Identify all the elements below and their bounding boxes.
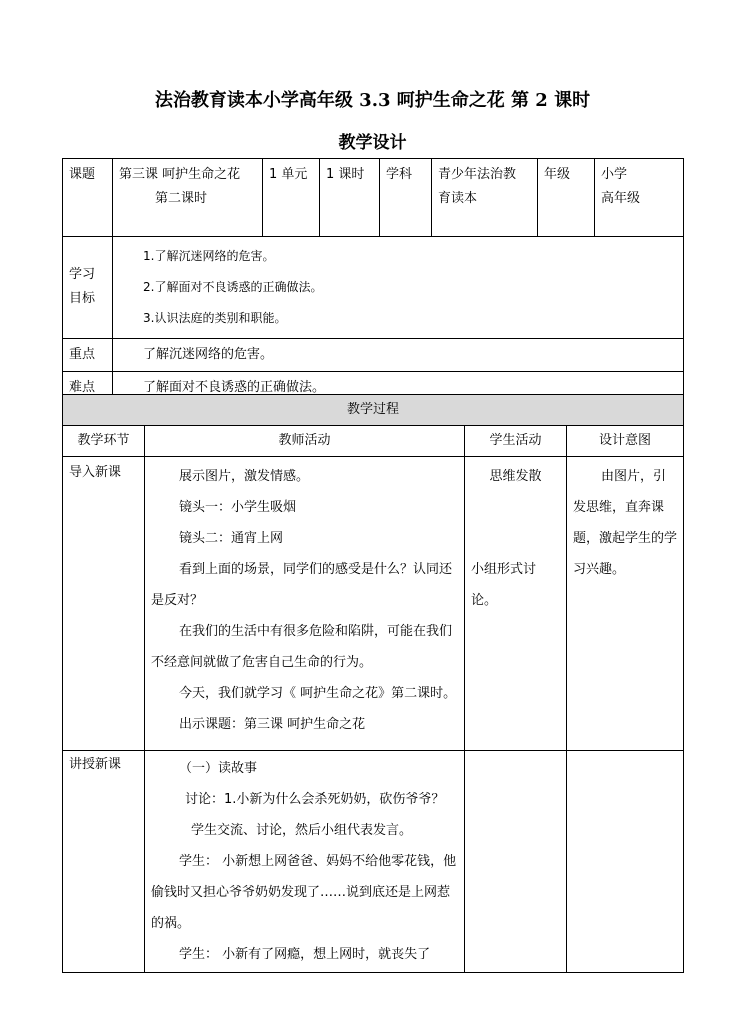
header-student: 学生活动 — [465, 426, 567, 457]
student-activity-intro — [465, 457, 567, 751]
teacher-line: 看到上面的场景，同学们的感受是什么？认同还是反对？ — [151, 562, 453, 608]
topic-line-1: 第三课 呵护生命之花 — [119, 167, 241, 182]
unit-value: 1 单元 — [263, 159, 320, 237]
goal-item: 3.认识法庭的类别和职能。 — [143, 311, 287, 325]
student-activity-new — [465, 751, 567, 973]
teacher-line: 学生交流、讨论，然后小组代表发言。 — [191, 823, 413, 838]
key-point-value: 了解沉迷网络的危害。 — [113, 339, 684, 372]
difficulty-value: 了解面对不良诱惑的正确做法。 — [113, 372, 684, 405]
teacher-line: 在我们的生活中有很多危险和陷阱，可能在我们不经意间就做了危害自己生命的行为。 — [151, 624, 453, 670]
grade-label: 年级 — [538, 159, 595, 237]
document-subtitle: 教学设计 — [338, 133, 407, 153]
goals-label — [63, 237, 113, 339]
subject-line-1: 青少年法治教 — [438, 167, 517, 182]
grade-line-1: 小学 — [601, 167, 628, 182]
teacher-line: 学生： 小新想上网爸爸、妈妈不给他零花钱，他偷钱时又担心爷爷奶奶发现了……说到底还是上网惹的祸。 — [151, 854, 457, 931]
stage-intro: 导入新课 — [63, 457, 145, 751]
teacher-line: 镜头一：小学生吸烟 — [179, 500, 297, 515]
goals-list — [113, 237, 684, 339]
teacher-activity-intro — [145, 457, 465, 751]
design-intent-intro — [567, 457, 684, 751]
teacher-line: 今天，我们就学习《 呵护生命之花》第二课时。 — [179, 686, 457, 701]
teacher-line: 展示图片，激发情感。 — [179, 469, 310, 484]
subject-label: 学科 — [380, 159, 432, 237]
goal-item: 2.了解面对不良诱惑的正确做法。 — [143, 280, 323, 294]
student-line: 思维发散 — [489, 469, 542, 484]
grade-line-2: 高年级 — [601, 191, 641, 206]
topic-label: 课题 — [63, 159, 113, 237]
header-teacher: 教师活动 — [145, 426, 465, 457]
teaching-process-table — [62, 394, 684, 973]
goal-item: 1.了解沉迷网络的危害。 — [143, 249, 275, 263]
topic-line-2: 第二课时 — [155, 191, 208, 206]
intent-text: 由图片，引发思维，直奔课题，激起学生的学习兴趣。 — [573, 469, 678, 577]
document-title: 法治教育读本小学高年级 3.3 呵护生命之花 第 2 课时 — [154, 90, 591, 111]
topic-value — [113, 159, 263, 237]
hours-value: 1 课时 — [320, 159, 380, 237]
goals-label-2: 目标 — [69, 291, 96, 306]
design-intent-new — [567, 751, 684, 973]
student-line: 小组形式讨论。 — [471, 562, 537, 608]
difficulty-label: 难点 — [63, 372, 113, 405]
key-point-label: 重点 — [63, 339, 113, 372]
subject-value — [432, 159, 538, 237]
teacher-line: 镜头二：通宵上网 — [179, 531, 284, 546]
teacher-line: 学生： 小新有了网瘾，想上网时，就丧失了 — [179, 947, 431, 962]
header-stage: 教学环节 — [63, 426, 145, 457]
teacher-line: 出示课题：第三课 呵护生命之花 — [179, 717, 366, 732]
header-intent: 设计意图 — [567, 426, 684, 457]
goals-label-1: 学习 — [69, 267, 96, 282]
lesson-info-table — [62, 158, 684, 405]
subject-line-2: 育读本 — [438, 191, 478, 206]
teacher-activity-new — [145, 751, 465, 973]
teacher-line: （一）读故事 — [179, 761, 258, 776]
process-banner: 教学过程 — [63, 395, 684, 426]
grade-value — [595, 159, 684, 237]
stage-new: 讲授新课 — [63, 751, 145, 973]
teacher-line: 讨论：1.小新为什么会杀死奶奶，砍伤爷爷？ — [185, 792, 445, 807]
